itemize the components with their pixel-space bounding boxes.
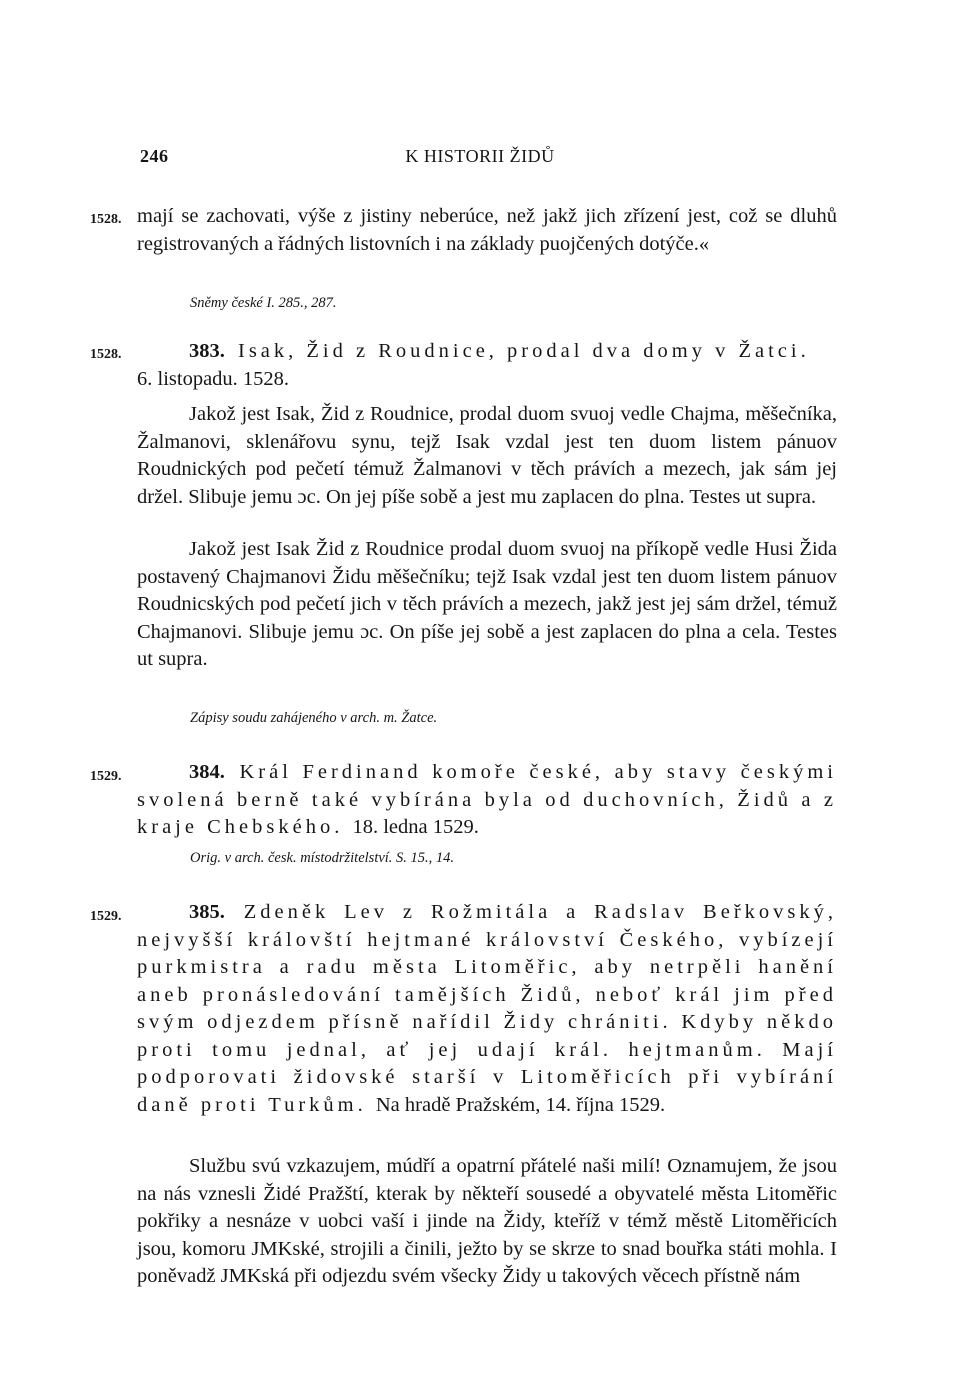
entry-heading — [137, 338, 837, 366]
page-number: 246 — [140, 146, 169, 166]
margin-year: 1528. — [90, 212, 122, 227]
entry-heading — [137, 759, 837, 842]
entry-number: 383. — [189, 340, 225, 362]
margin-year: 1528. — [90, 347, 122, 362]
entry-paragraph: Jakož jest Isak, Žid z Roudnice, prodal duom svuoj vedle Chajma, měšečníka, Žalmanovi, sklenářovu synu, tejž Isak vzdal jest ten duom listem pánuov Roudnických pod pečetí témuž Žalmanovi v těch právích a mezech, jak sám jej držel. Slibuje jemu ɔc. On jej píše sobě a jest mu zaplacen do plna. Testes ut supra. — [137, 403, 837, 508]
continuation-text: mají se zachovati, výše z jistiny neberúce, než jakž jich zřízení jest, což se dluhů registrovaných a řádných listovních i na základy puojčených dotýče.« — [137, 205, 837, 255]
source-citation: Sněmy české I. 285., 287. — [190, 295, 337, 311]
entry-heading — [137, 899, 837, 1119]
entry-number: 385. — [189, 901, 225, 923]
entry-paragraph: Službu svú vzkazujem, múdří a opatrní přátelé naši milí! Oznamujem, že jsou na nás vznesli Židé Pražští, kterak by někteří sousedé a obyvatelé města Litoměřic pokřiky a nesnáze v uobci vaší i jinde na Židy, kteříž v témž městě Litoměřicích jsou, komoru JMKské, strojili a činili, ježto by se skrze to snad bouřka státi mohla. I poněvadž JMKská při odjezdu svém všecky Židy u takových věcech přístně nám — [137, 1155, 837, 1287]
entry-date: 18. ledna 1529. — [352, 816, 479, 838]
entry-title: Král Ferdinand komoře české, aby stavy českými svolená berně také vybírána byla od duchovních, Židů a z kraje Chebského. — [137, 761, 837, 838]
entry-paragraph: Jakož jest Isak Žid z Roudnice prodal duom svuoj na příkopě vedle Husi Žida postavený Chajmanovi Židu měšečníku; tejž Isak vzdal jest ten duom listem pánuov Roudnicských pod pečetí jich v těch právích a mezech, jakž jest jej sám držel, témuž Chajmanovi. Slibuje jemu ɔc. On píše jej sobě a jest zaplacen do plna a cela. Testes ut supra. — [137, 538, 837, 670]
entry-date: Na hradě Pražském, 14. října 1529. — [375, 1093, 666, 1116]
source-citation: Zápisy soudu zahájeného v arch. m. Žatce. — [190, 710, 438, 726]
running-title: K HISTORII ŽIDŮ — [405, 146, 555, 166]
entry-number: 384. — [189, 761, 225, 783]
entry-title: Zdeněk Lev z Rožmitála a Radslav Beřkovský, nejvyšší královští hejtmané království Českého, vybízejí purkmistra a radu města Litoměřic, aby netrpěli hanění aneb pronásledování tamějších Židů, neboť král jim před svým odjezdem přísně nařídil Židy chrániti. Kdyby někdo proti tomu jednal, ať jej udají král. hejtmanům. Mají podporovati židovské starší v Litoměřicích při vybírání daně proti Turkům. — [137, 901, 837, 1116]
source-citation: Orig. v arch. česk. místodržitelství. S. 15., 14. — [190, 850, 455, 866]
entry-date: 6. listopadu. 1528. — [137, 368, 290, 390]
entry-title: Isak, Žid z Roudnice, prodal dva domy v Žatci. — [238, 340, 810, 362]
margin-year: 1529. — [90, 769, 122, 784]
margin-year: 1529. — [90, 909, 122, 924]
